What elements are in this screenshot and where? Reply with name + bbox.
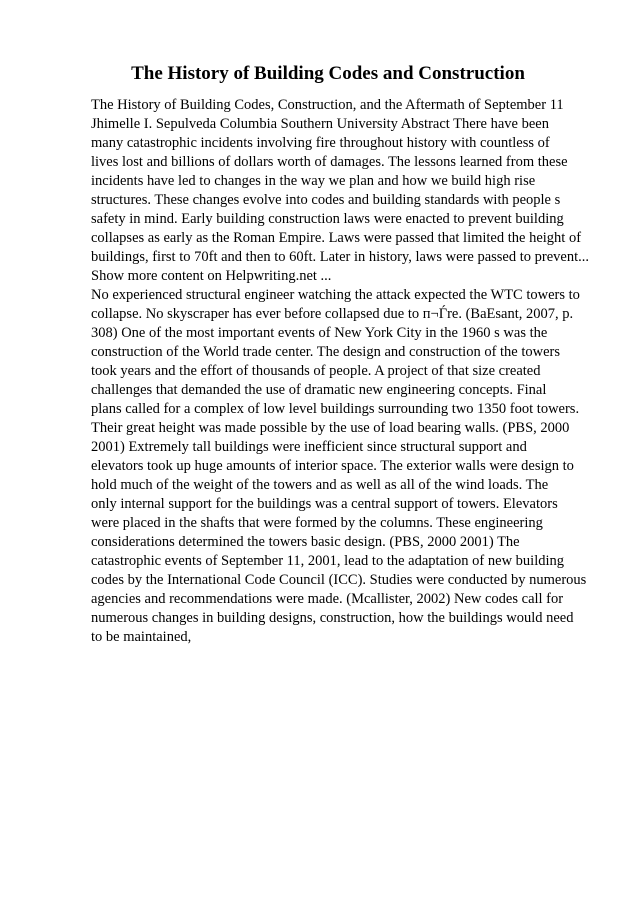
body-text-line: collapse. No skyscraper has ever before collapsed due to п¬Ѓre. (BaEsant, 2007, p. <box>91 306 574 322</box>
body-text-line: safety in mind. Early building construction laws were enacted to prevent building <box>91 211 564 227</box>
body-text-line: agencies and recommendations were made. (Mcallister, 2002) New codes call for <box>91 591 564 607</box>
body-text-line: plans called for a complex of low level buildings surrounding two 1350 foot towers. <box>91 401 580 417</box>
document-title: The History of Building Codes and Construction <box>131 63 525 84</box>
body-text-line: collapses as early as the Roman Empire. Laws were passed that limited the height of <box>91 230 582 246</box>
body-text-line: The History of Building Codes, Construction, and the Aftermath of September 11 <box>91 97 564 113</box>
body-text-line: construction of the World trade center. The design and construction of the towers <box>91 344 561 360</box>
body-text-line: only internal support for the buildings was a central support of towers. Elevators <box>91 496 558 512</box>
document-body <box>91 96 631 647</box>
body-text-line: codes by the International Code Council (ICC). Studies were conducted by numerous <box>91 572 587 588</box>
body-text-line: No experienced structural engineer watching the attack expected the WTC towers to <box>91 287 580 303</box>
body-text-line: numerous changes in building designs, construction, how the buildings would need <box>91 610 574 626</box>
body-text-line: challenges that demanded the use of dramatic new engineering concepts. Final <box>91 382 547 398</box>
body-text-line: Jhimelle I. Sepulveda Columbia Southern University Abstract There have been <box>91 116 549 132</box>
body-text-line: took years and the effort of thousands of people. A project of that size created <box>91 363 541 379</box>
body-text-line: 2001) Extremely tall buildings were inefficient since structural support and <box>91 439 527 455</box>
body-text-line: many catastrophic incidents involving fire throughout history with countless of <box>91 135 550 151</box>
body-text-line: hold much of the weight of the towers and as well as all of the wind loads. The <box>91 477 549 493</box>
body-text-line: elevators took up huge amounts of interior space. The exterior walls were design to <box>91 458 574 474</box>
body-text-line: were placed in the shafts that were formed by the columns. These engineering <box>91 515 543 531</box>
body-text-line: to be maintained, <box>91 629 192 645</box>
body-text-line: Show more content on Helpwriting.net ... <box>91 268 332 284</box>
body-text-line: structures. These changes evolve into codes and building standards with people s <box>91 192 561 208</box>
body-text-line: considerations determined the towers basic design. (PBS, 2000 2001) The <box>91 534 520 550</box>
body-text-line: buildings, first to 70ft and then to 60ft. Later in history, laws were passed to prevent... <box>91 249 589 265</box>
body-text-line: lives lost and billions of dollars worth of damages. The lessons learned from these <box>91 154 568 170</box>
body-text-line: 308) One of the most important events of New York City in the 1960 s was the <box>91 325 548 341</box>
body-text-line: catastrophic events of September 11, 2001, lead to the adaptation of new building <box>91 553 564 569</box>
body-text-line: Their great height was made possible by the use of load bearing walls. (PBS, 2000 <box>91 420 570 436</box>
body-text-line: incidents have led to changes in the way we plan and how we build high rise <box>91 173 536 189</box>
